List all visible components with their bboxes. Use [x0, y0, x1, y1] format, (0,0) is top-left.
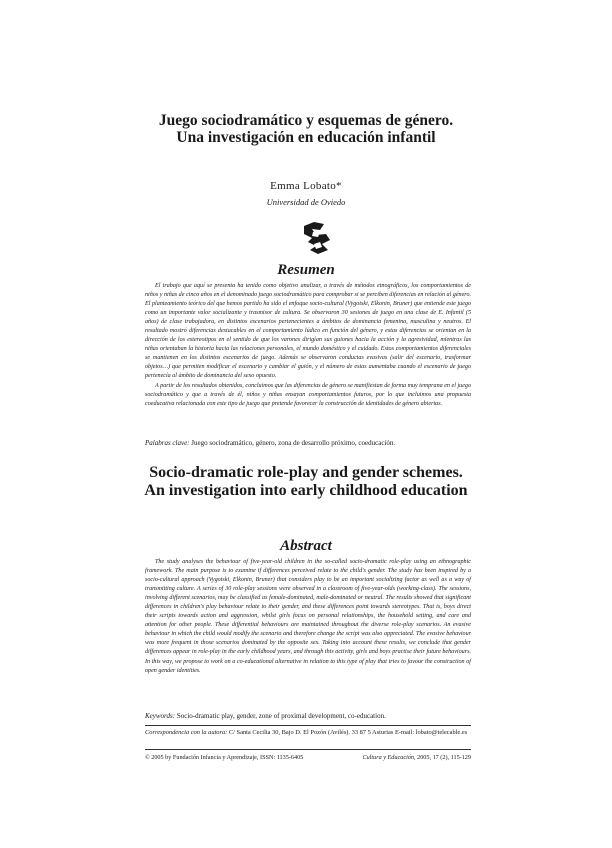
author-name: Emma Lobato*	[270, 180, 342, 192]
author-affiliation: Universidad de Oviedo	[266, 197, 346, 207]
abstract-body	[145, 558, 471, 676]
publisher-logo-icon	[300, 220, 334, 256]
resumen-paragraph-2: A partir de los resultados obtenidos, concluimos que las diferencias de género se manifiestan de forma muy temprana en el juego sociodramático y que a través de él, niños y niñas ensayan comportamientos futuros, por lo que incluimos una propuesta coeducativa relacionada con este tipo de juego que pretende favorecer la construcción de identidades de género abiertas.	[145, 382, 471, 407]
title-spanish: Juego sociodramático y esquemas de género. Una investigación en educación infantil	[158, 112, 454, 146]
keywords-english	[145, 712, 471, 721]
journal-volume: 2005, 17 (2), 115-129	[415, 754, 471, 761]
keywords-english-text: Socio-dramatic play, gender, zone of proximal development, co-education.	[176, 712, 386, 720]
keywords-spanish-label: Palabras clave:	[145, 439, 190, 447]
abstract-heading: Abstract	[280, 538, 332, 554]
correspondence-label: Correspondencia con la autora:	[145, 729, 228, 736]
keywords-spanish	[145, 439, 471, 448]
divider-bottom	[145, 749, 471, 750]
resumen-paragraph-1: El trabajo que aquí se presenta ha tenido como objetivo analizar, a través de métodos etnográficos, los comportamientos de niños y niñas de cinco años en el denominado juego sociodramático para comprobar si se perciben diferencias en relación al género. El planteamiento teórico del que hemos partido ha sido el enfoque socio-cultural (Vygotski, Elkonin, Bruner) que entiende este juego como un importante valor socializante y trasmisor de cultura. Se observaron 30 sesiones de juego en una clase de E. Infantil (5 años) de clase trabajadora, en distintos escenarios pertenecientes a ámbitos de dominancia femenina, masculina y neutros. El resultado mostró diferencias destacables en el comportamiento lúdico en función del género, y estas diferencias se orientan en la dirección de los estereotipos en el sentido de que los varones dirigían sus guiones hacia la acción y la agresividad, mientras las niñas orientaban la historia hacia las relaciones personales, el mundo doméstico y el cuidado. Estos comportamientos diferenciales se mantienen en los distintos escenarios de juego. Además se observaron conductas evasivas (salir del escenario, trasformar objetos…) que permiten modificar el escenario y cambiar el guión, y el número de estas aumentaba cuando el escenario de juego pertenecía al ámbito de dominancia del sexo opuesto.	[145, 283, 472, 380]
keywords-spanish-text: Juego sociodramático, género, zona de desarrollo próximo, coeducación.	[191, 439, 396, 447]
title-english: Socio-dramatic role-play and gender schemes. An investigation into early childhood education	[144, 464, 468, 499]
correspondence-note	[145, 728, 471, 737]
resumen-heading: Resumen	[277, 262, 335, 278]
journal-citation	[362, 754, 471, 762]
journal-name: Cultura y Educación,	[362, 754, 416, 761]
correspondence-text: C/ Santa Cecilia 30, Bajo D. El Pozón (Avilés). 33 87 5 Asturias E-mail: lobato@telecable.es	[228, 729, 468, 736]
resumen-body	[145, 282, 471, 409]
keywords-english-label: Keywords:	[145, 712, 176, 720]
copyright-notice: © 2005 by Fundación Infancia y Aprendizaje, ISSN: 1135-6405	[145, 754, 304, 761]
divider-top	[145, 725, 471, 726]
abstract-paragraph-1: The study analyses the behaviour of five-year-old children in the so-called socio-dramatic role-play using an ethnographic framework. The main purpose is to examine if differences perceived relate to the child's gender. The study has been inspired by a socio-cultural approach (Vygotski, Elkonin, Bruner) that considers play to be an important socializing factor as well as a way of transmitting culture. A series of 30 role-play sessions were observed in a classroom of five-year-olds (working-class). The sessions, involving different scenarios, may be classified as female-dominated, male-dominated or neutral. The results showed that significant differences in children's play behaviour relate to their gender, and these differences point towards stereotypes. That is, boys direct their scripts towards action and aggression, whilst girls focus on personal relationships, the household setting, and care and attention for other people. These differential behaviours are maintained throughout the diverse role-play scenarios. An evasive behaviour in which the child would modify the scenario and therefore change the script was also appreciated. The evasive behaviour was more frequent in those scenarios dominated by the opposite sex. Taking into account these results, we conclude that gender differences appear in role-play in the early childhood years, and through this activity, girls and boys practise their future behaviours. In this way, we propose to work on a co-educational alternative in relation to this type of play that tries to favour the construction of open gender identities.	[145, 559, 471, 674]
